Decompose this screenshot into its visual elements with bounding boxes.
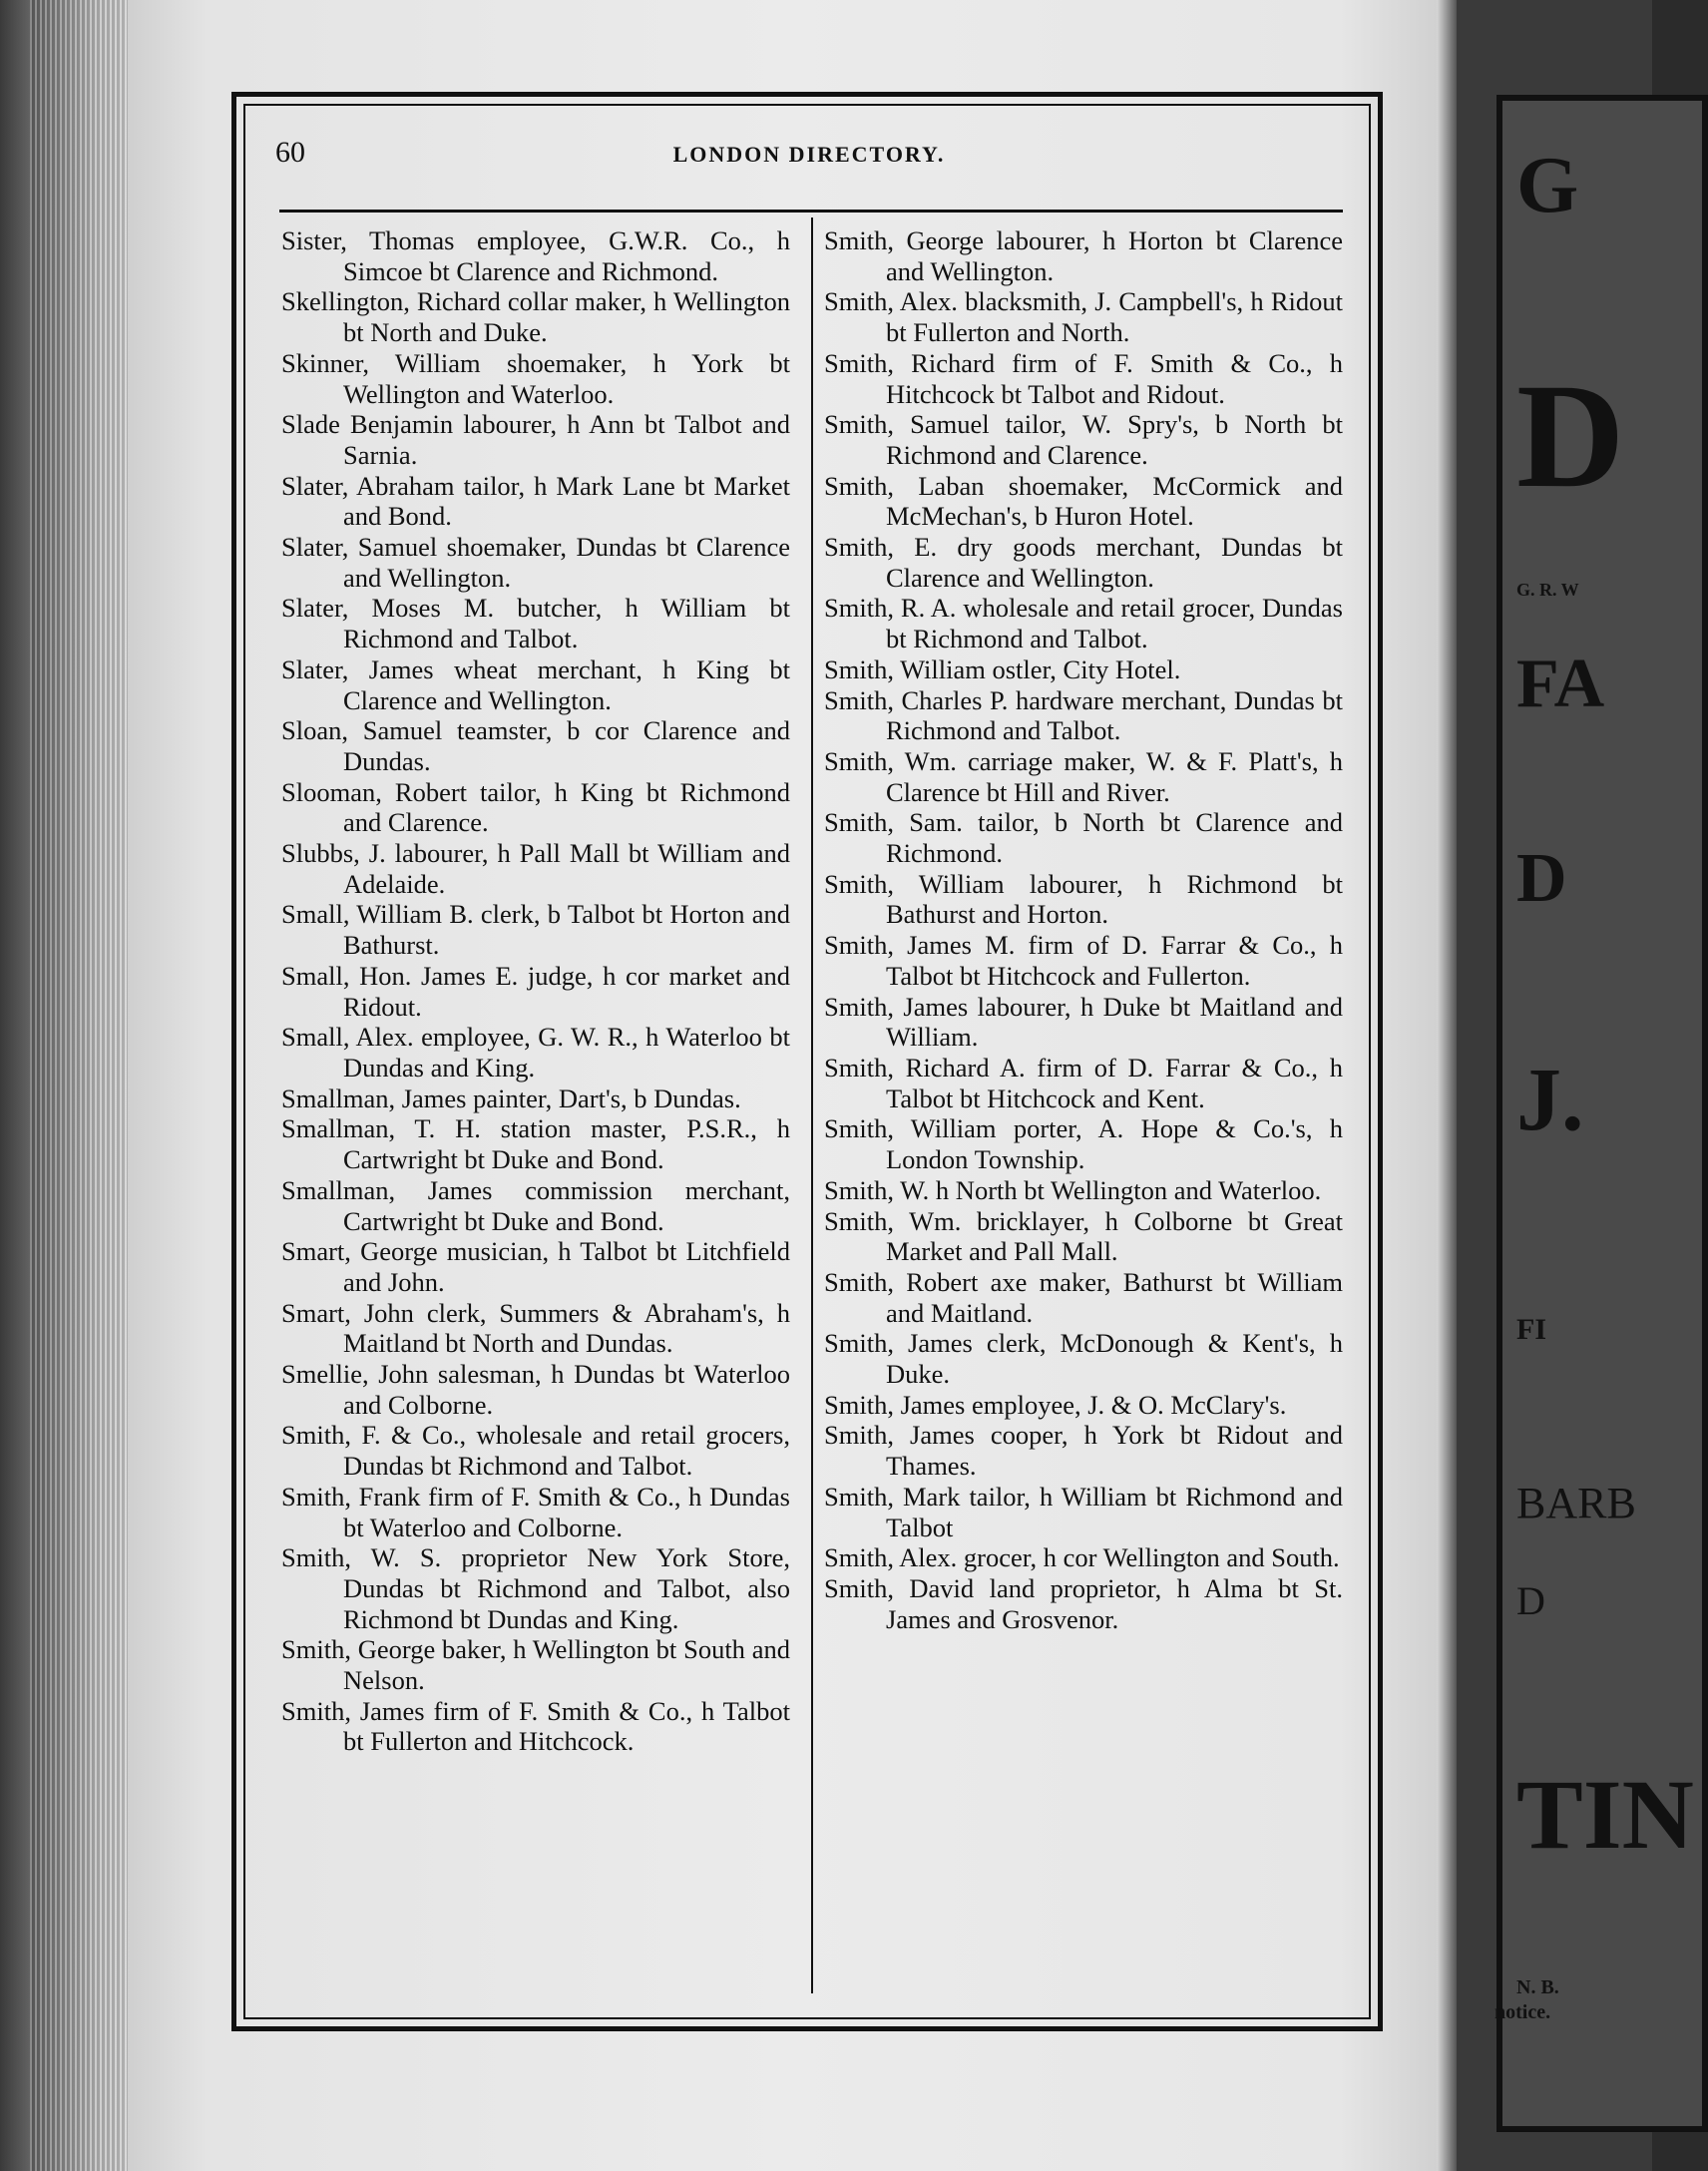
directory-entry: Slooman, Robert tailor, h King bt Richmond and Clarence. <box>281 776 790 838</box>
header-rule <box>279 210 1343 213</box>
directory-entry: Smith, Sam. tailor, b North bt Clarence and Richmond. <box>824 807 1343 869</box>
adjacent-fragment: notice. <box>1494 2001 1551 2023</box>
adjacent-fragment: N. B. <box>1516 1976 1559 1998</box>
directory-entry: Smith, David land proprietor, h Alma bt St. James and Grosvenor. <box>824 1572 1343 1634</box>
adjacent-fragment: G. R. W <box>1516 580 1579 600</box>
directory-entry: Smith, F. & Co., wholesale and retail grocers, Dundas bt Richmond and Talbot. <box>281 1420 790 1482</box>
directory-entry: Smith, Richard firm of F. Smith & Co., h Hitchcock bt Talbot and Ridout. <box>824 347 1343 409</box>
directory-entry: Smith, Alex. grocer, h cor Wellington and South. <box>824 1542 1340 1573</box>
page-number: 60 <box>275 136 305 169</box>
directory-entry: Smith, W. h North bt Wellington and Waterloo. <box>824 1174 1322 1205</box>
adjacent-fragment: FA <box>1516 646 1605 722</box>
page-gutter <box>1437 0 1457 2171</box>
directory-entry: Smith, Robert axe maker, Bathurst bt William and Maitland. <box>824 1266 1343 1328</box>
directory-entry: Smith, William porter, A. Hope & Co.'s, h London Township. <box>824 1113 1343 1175</box>
directory-entry: Smith, James firm of F. Smith & Co., h Talbot bt Fullerton and Hitchcock. <box>281 1695 790 1757</box>
directory-entry: Slubbs, J. labourer, h Pall Mall bt William and Adelaide. <box>281 838 790 899</box>
directory-entry: Smallman, James painter, Dart's, b Dundas. <box>281 1083 741 1113</box>
directory-entry: Smith, Laban shoemaker, McCormick and McMechan's, b Huron Hotel. <box>824 470 1343 532</box>
directory-entry: Smallman, T. H. station master, P.S.R., h Cartwright bt Duke and Bond. <box>281 1113 790 1175</box>
directory-entry: Smith, George baker, h Wellington bt South and Nelson. <box>281 1634 790 1696</box>
directory-entry: Small, Hon. James E. judge, h cor market and Ridout. <box>281 960 790 1022</box>
directory-entry: Small, Alex. employee, G. W. R., h Waterloo bt Dundas and King. <box>281 1022 790 1083</box>
directory-entry: Smith, James labourer, h Duke bt Maitland and William. <box>824 991 1343 1053</box>
directory-entry: Smith, James M. firm of D. Farrar & Co., h Talbot bt Hitchcock and Fullerton. <box>824 930 1343 991</box>
adjacent-page-frame <box>1496 95 1708 2132</box>
directory-entry: Smith, R. A. wholesale and retail grocer, Dundas bt Richmond and Talbot. <box>824 593 1343 654</box>
directory-entry: Smith, George labourer, h Horton bt Clarence and Wellington. <box>824 225 1343 286</box>
adjacent-fragment: FI <box>1516 1313 1546 1346</box>
adjacent-page <box>1457 0 1694 2171</box>
directory-entry: Smith, James clerk, McDonough & Kent's, h Duke. <box>824 1328 1343 1390</box>
directory-entry: Smith, James cooper, h York bt Ridout and Thames. <box>824 1420 1343 1482</box>
directory-entry: Slade Benjamin labourer, h Ann bt Talbot and Sarnia. <box>281 409 790 470</box>
adjacent-fragment: BARB <box>1516 1479 1636 1527</box>
adjacent-fragment: J. <box>1516 1051 1584 1149</box>
directory-entry: Smith, Alex. blacksmith, J. Campbell's, h Ridout bt Fullerton and North. <box>824 286 1343 348</box>
directory-entry: Smith, Mark tailor, h William bt Richmond and Talbot <box>824 1481 1343 1542</box>
directory-entry: Skellington, Richard collar maker, h Wellington bt North and Duke. <box>281 286 790 348</box>
directory-entry: Slater, Moses M. butcher, h William bt Richmond and Talbot. <box>281 593 790 654</box>
directory-entry: Slater, Samuel shoemaker, Dundas bt Clarence and Wellington. <box>281 532 790 593</box>
directory-entry: Small, William B. clerk, b Talbot bt Horton and Bathurst. <box>281 899 790 961</box>
directory-entry: Slater, James wheat merchant, h King bt Clarence and Wellington. <box>281 653 790 715</box>
page-header <box>275 132 1343 182</box>
page-edges <box>30 0 130 2171</box>
adjacent-fragment: D <box>1516 353 1625 519</box>
adjacent-fragment: TIN <box>1516 1759 1694 1870</box>
directory-entry: Smart, George musician, h Talbot bt Litchfield and John. <box>281 1236 790 1297</box>
directory-entry: Smith, Samuel tailor, W. Spry's, b North bt Richmond and Clarence. <box>824 409 1343 470</box>
directory-entry: Smith, Wm. bricklayer, h Colborne bt Great Market and Pall Mall. <box>824 1205 1343 1267</box>
directory-entry: Smellie, John salesman, h Dundas bt Waterloo and Colborne. <box>281 1359 790 1420</box>
directory-entry: Smith, William labourer, h Richmond bt Bathurst and Horton. <box>824 868 1343 930</box>
directory-entry: Smith, Frank firm of F. Smith & Co., h Dundas bt Waterloo and Colborne. <box>281 1481 790 1542</box>
directory-entry: Smart, John clerk, Summers & Abraham's, h Maitland bt North and Dundas. <box>281 1297 790 1359</box>
running-title: LONDON DIRECTORY. <box>672 142 946 167</box>
directory-entry: Smith, Wm. carriage maker, W. & F. Platt's, h Clarence bt Hill and River. <box>824 745 1343 807</box>
column-divider <box>811 217 813 1993</box>
adjacent-fragment: D <box>1516 1578 1545 1623</box>
directory-entry: Smith, Richard A. firm of D. Farrar & Co., h Talbot bt Hitchcock and Kent. <box>824 1052 1343 1113</box>
directory-entry: Skinner, William shoemaker, h York bt Wellington and Waterloo. <box>281 347 790 409</box>
directory-entry: Smith, William ostler, City Hotel. <box>824 653 1181 684</box>
directory-entry: Smith, Charles P. hardware merchant, Dundas bt Richmond and Talbot. <box>824 684 1343 746</box>
left-column <box>281 225 790 1757</box>
directory-entry: Slater, Abraham tailor, h Mark Lane bt Market and Bond. <box>281 470 790 532</box>
directory-entry: Sloan, Samuel teamster, b cor Clarence and Dundas. <box>281 715 790 776</box>
directory-entry: Smith, E. dry goods merchant, Dundas bt Clarence and Wellington. <box>824 532 1343 593</box>
adjacent-fragment: G <box>1516 142 1579 229</box>
directory-entry: Sister, Thomas employee, G.W.R. Co., h Simcoe bt Clarence and Richmond. <box>281 225 790 286</box>
adjacent-fragment: D <box>1516 840 1567 917</box>
directory-entry: Smallman, James commission merchant, Cartwright bt Duke and Bond. <box>281 1174 790 1236</box>
right-column <box>824 225 1343 1634</box>
directory-entry: Smith, James employee, J. & O. McClary's. <box>824 1389 1287 1420</box>
directory-entry: Smith, W. S. proprietor New York Store, Dundas bt Richmond and Talbot, also Richmond bt Dundas and King. <box>281 1542 790 1634</box>
